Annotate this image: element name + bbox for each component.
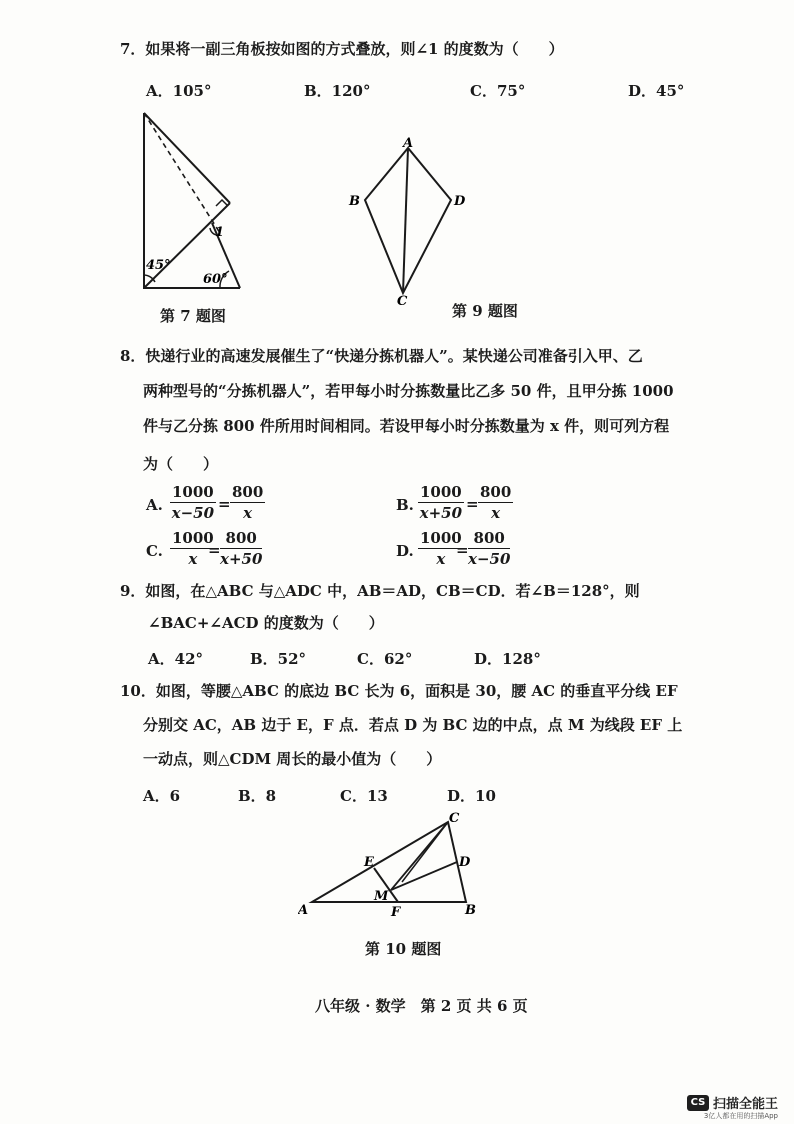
q9-figure	[345, 135, 475, 307]
q8-option-b-left-fraction	[418, 483, 464, 522]
q10-label-d: D	[459, 855, 471, 870]
q8-a-rnum: 800	[232, 483, 264, 501]
q8-line-4: 为（ ）	[143, 455, 219, 473]
q8-b-lden: x+50	[419, 504, 463, 522]
q8-option-a-label: A.	[146, 496, 163, 514]
q8-option-b-right-fraction	[478, 483, 513, 522]
q8-option-a-left-fraction	[170, 483, 216, 522]
q7-stem: 7．如果将一副三角板按如图的方式叠放，则∠1 的度数为（ ）	[120, 40, 564, 58]
q10-option-c: C．13	[340, 787, 388, 805]
q8-c-lnum: 1000	[172, 529, 214, 547]
q8-option-b-label: B.	[396, 496, 414, 514]
scanner-watermark	[687, 1093, 778, 1120]
q10-line-2: 分别交 AC，AB 边于 E，F 点．若点 D 为 BC 边的中点，点 M 为线段 EF 上	[143, 716, 683, 734]
q8-b-lnum: 1000	[420, 483, 462, 501]
q8-a-rden: x	[243, 504, 253, 522]
q9-label-b: B	[349, 194, 360, 209]
q7-label-60: 60°	[203, 272, 228, 287]
q8-line-2: 两种型号的“分拣机器人”，若甲每小时分拣数量比乙多 50 件，且甲分拣 1000	[143, 382, 674, 400]
q8-c-eq: =	[208, 541, 221, 559]
q9-option-d: D．128°	[474, 650, 541, 668]
q8-a-eq: =	[218, 495, 231, 513]
q9-caption: 第 9 题图	[452, 302, 518, 320]
q8-option-c-label: C.	[146, 542, 163, 560]
q9-line-2: ∠BAC+∠ACD 的度数为（ ）	[148, 614, 384, 632]
q8-b-rnum: 800	[480, 483, 512, 501]
q10-caption: 第 10 题图	[365, 940, 442, 958]
q8-b-rden: x	[491, 504, 501, 522]
q10-option-a: A．6	[143, 787, 181, 805]
q7-option-b: B．120°	[304, 82, 371, 100]
watermark-subtitle: 3亿人都在用的扫描App	[703, 1112, 778, 1120]
q8-d-eq: =	[456, 541, 469, 559]
q7-option-a: A．105°	[146, 82, 212, 100]
q7-label-1: 1	[215, 225, 225, 240]
q8-a-lden: x−50	[171, 504, 215, 522]
q9-label-c: C	[397, 294, 408, 307]
q8-c-rden: x+50	[220, 550, 263, 568]
watermark-name: 扫描全能王	[712, 1097, 778, 1112]
q10-label-e: E	[364, 855, 374, 870]
q7-hyp-upper	[144, 113, 230, 203]
q10-line-1: 10．如图，等腰△ABC 的底边 BC 长为 6，面积是 30，腰 AC 的垂直平分线 EF	[120, 682, 678, 700]
q9-option-a: A．42°	[148, 650, 204, 668]
q8-line-3: 件与乙分拣 800 件所用时间相同。若设甲每小时分拣数量为 x 件，则可列方程	[143, 417, 670, 435]
q10-label-c: C	[449, 811, 460, 826]
q7-option-c: C．75°	[470, 82, 526, 100]
q8-option-a-right-fraction	[230, 483, 265, 522]
q10-line-md	[391, 862, 457, 890]
page-footer: 八年级 · 数学 第 2 页 共 6 页	[315, 997, 528, 1015]
q9-option-c: C．62°	[357, 650, 413, 668]
q7-figure	[130, 105, 260, 300]
q10-option-d: D．10	[447, 787, 496, 805]
q8-d-rden: x−50	[468, 550, 511, 568]
q10-line-extra	[402, 822, 448, 882]
q7-right-angle-mark	[216, 200, 228, 206]
q9-option-b: B．52°	[250, 650, 307, 668]
q9-label-a: A	[403, 136, 414, 151]
q9-line-1: 9．如图，在△ABC 与△ADC 中，AB＝AD，CB＝CD．若∠B＝128°，则	[120, 582, 640, 600]
q8-a-lnum: 1000	[172, 483, 214, 501]
q7-option-d: D．45°	[628, 82, 685, 100]
q8-option-d-label: D.	[396, 542, 414, 560]
q8-c-lden: x	[188, 550, 198, 568]
q9-label-d: D	[454, 194, 466, 209]
q10-label-f: F	[391, 905, 401, 920]
q10-line-3: 一动点，则△CDM 周长的最小值为（ ）	[143, 750, 442, 768]
q8-d-lnum: 1000	[420, 529, 462, 547]
q7-caption: 第 7 题图	[160, 307, 226, 325]
camscanner-logo-icon: CS	[687, 1095, 709, 1111]
q10-label-b: B	[465, 903, 476, 918]
q8-b-eq: =	[466, 495, 479, 513]
q8-option-c-right-fraction	[220, 529, 262, 568]
q8-d-lden: x	[436, 550, 446, 568]
q8-option-d-right-fraction	[468, 529, 510, 568]
q10-figure	[298, 810, 498, 920]
q10-label-m: M	[374, 889, 389, 904]
q8-line-1: 8．快递行业的高速发展催生了“快递分拣机器人”。某快递公司准备引入甲、乙	[120, 347, 643, 365]
q10-option-b: B．8	[238, 787, 277, 805]
q7-label-45: 45°	[146, 258, 171, 273]
q7-arc-45	[144, 275, 155, 282]
q8-d-rnum: 800	[468, 529, 510, 549]
q9-diagonal-ac	[403, 148, 408, 293]
q8-c-rnum: 800	[220, 529, 262, 549]
q10-label-a: A	[298, 903, 309, 918]
q7-dashed-line	[144, 113, 220, 233]
